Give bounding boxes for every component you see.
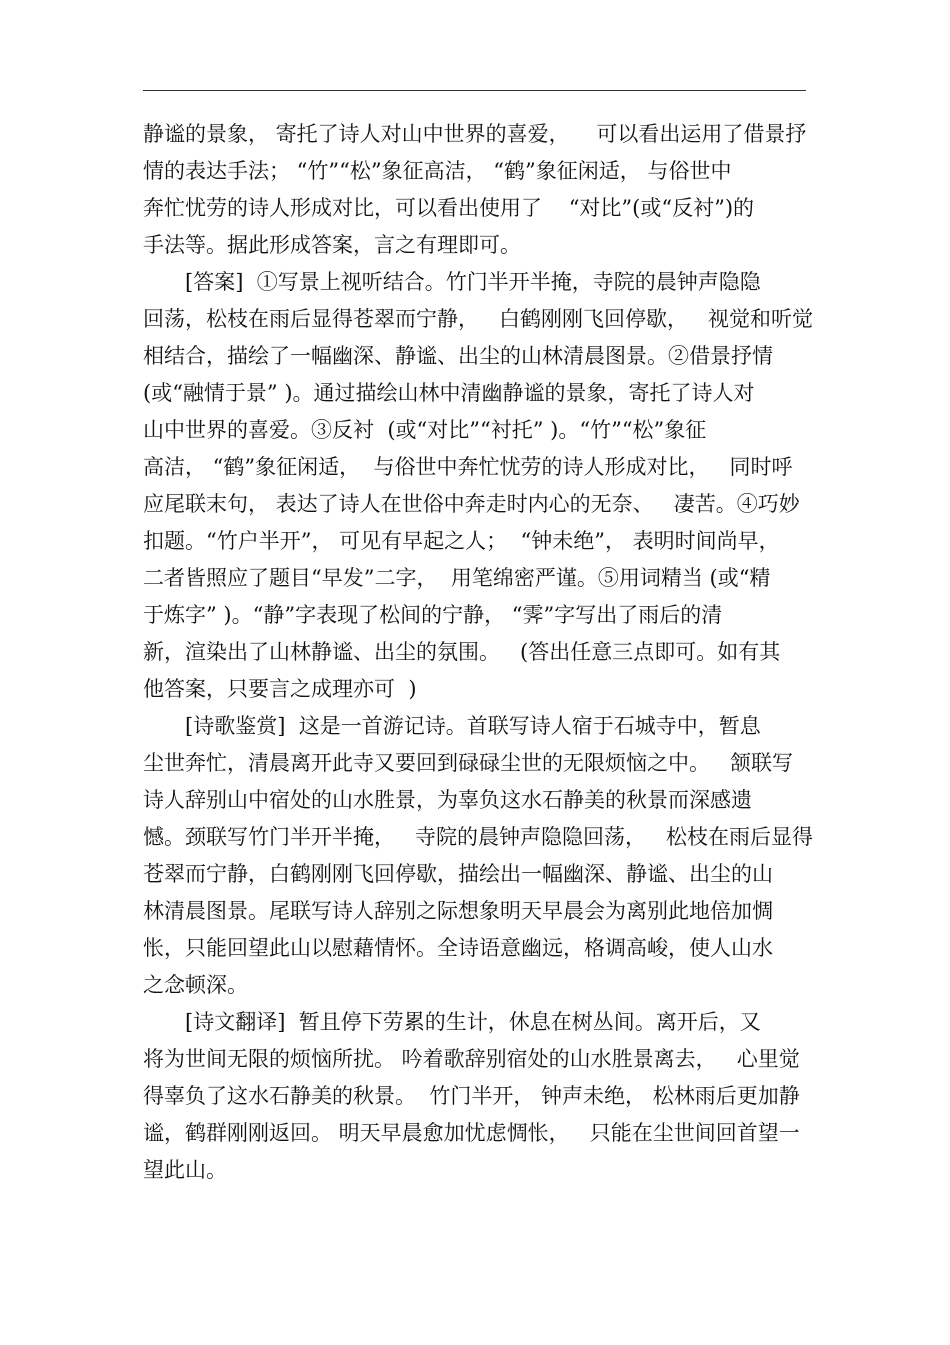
text-line: 苍翠而宁静，白鹤刚刚飞回停歇，描绘出一幅幽深、静谧、出尘的山: [143, 862, 773, 886]
text-line: 之念顿深。: [143, 973, 248, 997]
text-line: 望此山。: [143, 1158, 227, 1182]
text-line: 于炼字” )。“静”字表现了松间的宁静， “霁”字写出了雨后的清: [143, 603, 723, 627]
text-line: 尘世奔忙，清晨离开此寺又要回到碌碌尘世的无限烦恼之中。 颔联写: [143, 751, 794, 775]
text-line: 怅，只能回望此山以慰藉情怀。全诗语意幽远，格调高峻，使人山水: [143, 936, 773, 960]
text-line: 情的表达手法； “竹”“松”象征高洁， “鹤”象征闲适， 与俗世中: [143, 159, 732, 183]
text-line: 谧，鹤群刚刚返回。 明天早晨愈加忧虑惆怅， 只能在尘世间回首望一: [143, 1121, 800, 1145]
text-line: 高洁， “鹤”象征闲适， 与俗世中奔忙忧劳的诗人形成对比， 同时呼: [143, 455, 793, 479]
text-line: [诗歌鉴赏] 这是一首游记诗。首联写诗人宿于石城寺中，暂息: [185, 714, 761, 738]
document-body: [143, 116, 813, 1189]
text-line: 他答案，只要言之成理亦可 ): [143, 677, 417, 701]
text-line: [答案] ①写景上视听结合。竹门半开半掩，寺院的晨钟声隐隐: [185, 270, 761, 294]
text-line: 扣题。“竹户半开”， 可见有早起之人； “钟未绝”， 表明时间尚早，: [143, 529, 780, 553]
text-line: 静谧的景象， 寄托了诗人对山中世界的喜爱， 可以看出运用了借景抒: [143, 122, 807, 146]
text-line: 得辜负了这水石静美的秋景。 竹门半开， 钟声未绝， 松林雨后更加静: [143, 1084, 800, 1108]
text-line: 林清晨图景。尾联写诗人辞别之际想象明天早晨会为离别此地倍加惆: [143, 899, 773, 923]
paragraph: [143, 116, 813, 264]
text-line: [诗文翻译] 暂且停下劳累的生计，休息在树丛间。离开后，又: [185, 1010, 761, 1034]
paragraph: [143, 708, 813, 1004]
text-line: 回荡，松枝在雨后显得苍翠而宁静， 白鹤刚刚飞回停歇， 视觉和听觉: [143, 307, 814, 331]
text-line: 新，渲染出了山林静谧、出尘的氛围。 (答出任意三点即可。如有其: [143, 640, 781, 664]
text-line: (或“融情于景” )。通过描绘山林中清幽静谧的景象，寄托了诗人对: [143, 381, 755, 405]
text-line: 相结合，描绘了一幅幽深、静谧、出尘的山林清晨图景。②借景抒情: [143, 344, 773, 368]
text-line: 诗人辞别山中宿处的山水胜景，为辜负这水石静美的秋景而深感遗: [143, 788, 752, 812]
paragraph: [143, 264, 813, 708]
text-line: 奔忙忧劳的诗人形成对比，可以看出使用了 “对比”(或“反衬”)的: [143, 196, 755, 220]
text-line: 憾。颈联写竹门半开半掩， 寺院的晨钟声隐隐回荡， 松枝在雨后显得: [143, 825, 814, 849]
text-line: 应尾联末句， 表达了诗人在世俗中奔走时内心的无奈、 凄苦。④巧妙: [143, 492, 800, 516]
header-divider: [143, 90, 806, 91]
text-line: 山中世界的喜爱。③反衬 (或“对比”“衬托” )。“竹”“松”象征: [143, 418, 707, 442]
text-line: 二者皆照应了题目“早发”二字， 用笔绵密严谨。⑤用词精当 (或“精: [143, 566, 771, 590]
text-line: 手法等。据此形成答案，言之有理即可。: [143, 233, 521, 257]
text-line: 将为世间无限的烦恼所扰。 吟着歌辞别宿处的山水胜景离去， 心里觉: [143, 1047, 800, 1071]
paragraph: [143, 1004, 813, 1189]
